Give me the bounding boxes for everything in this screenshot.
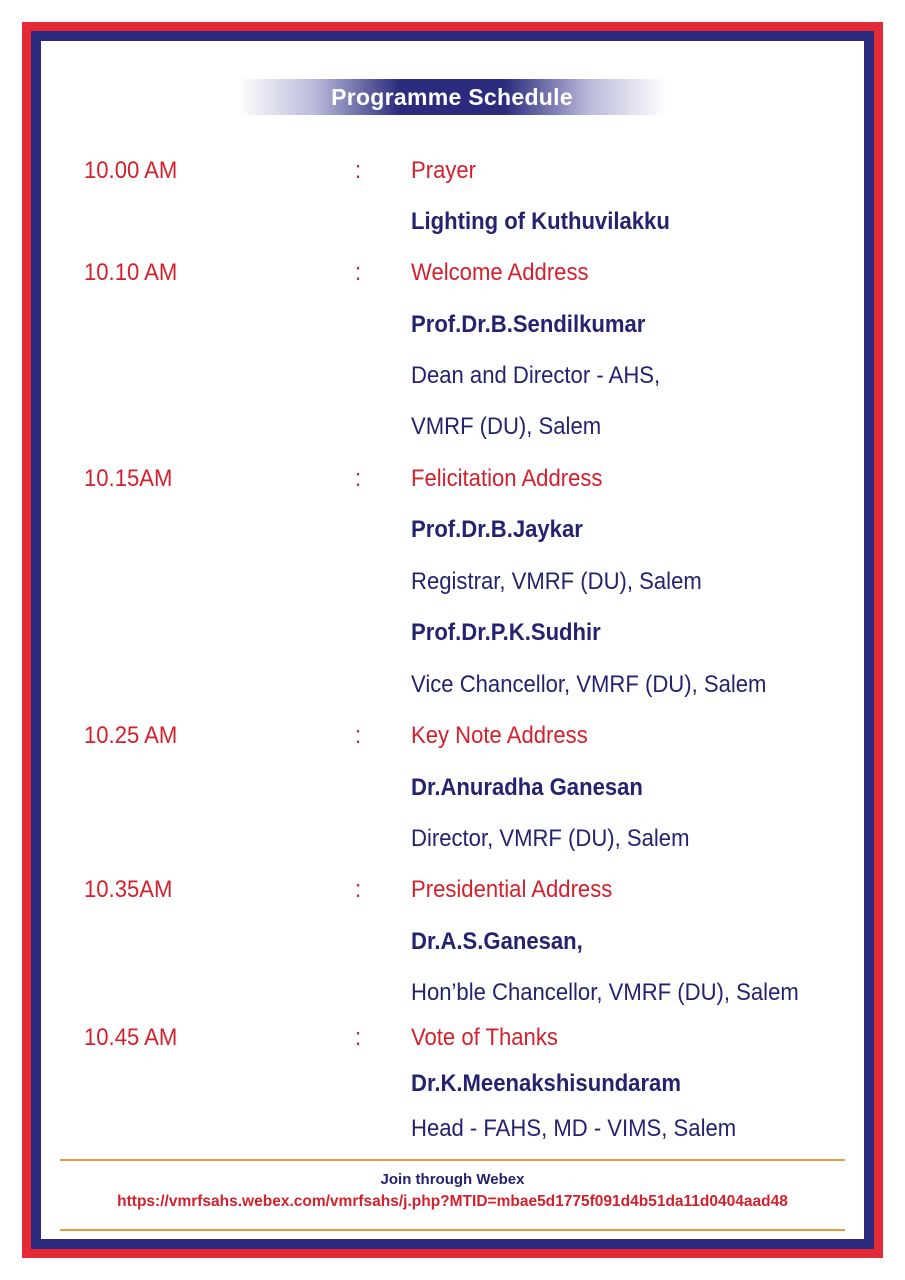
session-title: Key Note Address xyxy=(411,722,588,749)
session-title: Presidential Address xyxy=(411,876,613,903)
session-title: Welcome Address xyxy=(411,259,589,286)
session-title: Felicitation Address xyxy=(411,465,603,492)
speaker-name: Dr.Anuradha Ganesan xyxy=(411,774,643,801)
speaker-designation: Hon’ble Chancellor, VMRF (DU), Salem xyxy=(411,979,799,1006)
speaker-name: Dr.A.S.Ganesan, xyxy=(411,928,583,955)
schedule-colon: : xyxy=(355,722,362,749)
schedule-time: 10.00 AM xyxy=(84,157,178,184)
speaker-name: Prof.Dr.B.Jaykar xyxy=(411,516,583,543)
schedule-colon: : xyxy=(355,259,362,286)
speaker-name: Dr.K.Meenakshisundaram xyxy=(411,1070,681,1097)
page-title: Programme Schedule xyxy=(331,84,573,110)
speaker-designation: Registrar, VMRF (DU), Salem xyxy=(411,568,702,595)
session-title: Prayer xyxy=(411,157,477,184)
schedule-colon: : xyxy=(355,465,362,492)
speaker-designation: Head - FAHS, MD - VIMS, Salem xyxy=(411,1115,737,1142)
session-title: Vote of Thanks xyxy=(411,1024,558,1051)
speaker-designation: Director, VMRF (DU), Salem xyxy=(411,825,690,852)
footer-bottom-rule xyxy=(60,1229,845,1231)
speaker-designation: VMRF (DU), Salem xyxy=(411,413,602,440)
speaker-name: Prof.Dr.B.Sendilkumar xyxy=(411,311,646,338)
schedule-time: 10.25 AM xyxy=(84,722,178,749)
schedule-colon: : xyxy=(355,157,362,184)
schedule-time: 10.10 AM xyxy=(84,259,178,286)
footer-top-rule xyxy=(60,1159,845,1161)
schedule-colon: : xyxy=(355,1024,362,1051)
webex-link[interactable]: https://vmrfsahs.webex.com/vmrfsahs/j.php?MTID=mbae5d1775f091d4b51da11d0404aad48 xyxy=(117,1193,788,1210)
schedule-colon: : xyxy=(355,876,362,903)
speaker-name: Prof.Dr.P.K.Sudhir xyxy=(411,619,601,646)
speaker-name: Lighting of Kuthuvilakku xyxy=(411,208,670,235)
schedule-time: 10.35AM xyxy=(84,876,173,903)
join-label: Join through Webex xyxy=(380,1171,525,1188)
schedule-time: 10.15AM xyxy=(84,465,173,492)
schedule-time: 10.45 AM xyxy=(84,1024,178,1051)
speaker-designation: Dean and Director - AHS, xyxy=(411,362,661,389)
speaker-designation: Vice Chancellor, VMRF (DU), Salem xyxy=(411,671,767,698)
